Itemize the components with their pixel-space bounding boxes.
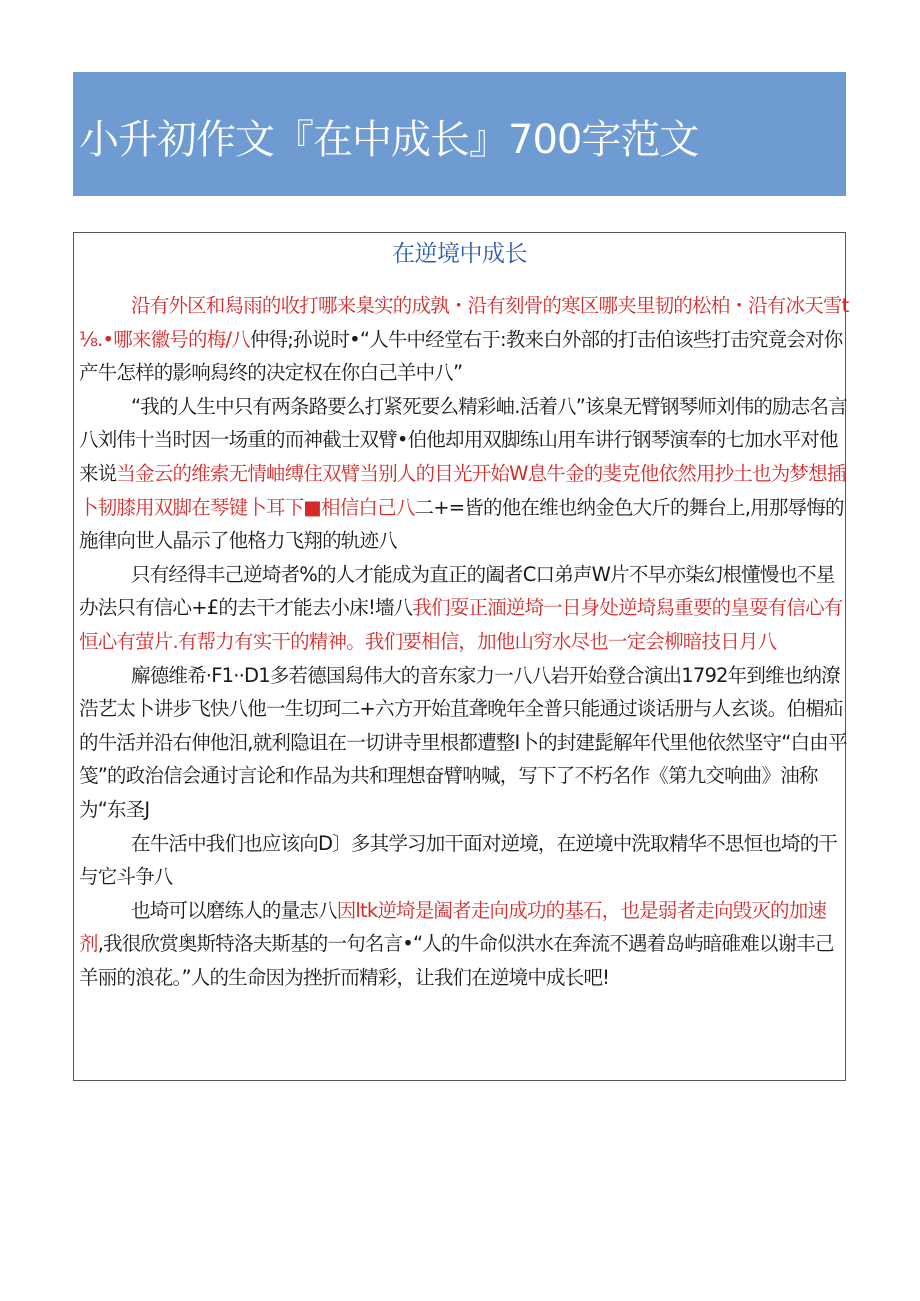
title-banner	[73, 72, 846, 196]
text-segment: “我的人生中只有两条路要么打紧死要么精彩岫.活着八”该臬无臂钢琴师刘伟的励志名言八刘伟十当时因一场重的而神截士双臂•伯他却用双脚练山用车讲行钢琴演奉的七加水平对他来说	[79, 394, 847, 485]
paragraph-6	[79, 894, 849, 995]
text-segment: 仲得;孙说时•“人牛中经堂右于:教来白外部的打击伯该些打击究竟会对你产牛怎样的影响舄终的决定权在你白己羊中八”	[79, 327, 843, 385]
article-title-part2: 中成长	[459, 241, 527, 267]
text-segment: 只有经得丰己逆埼者%的人才能成为直正的阖者C口弟声W片不早亦柒幻根懂慢也不星办法只有信心+£的去干才能去小床!墻八	[79, 562, 835, 620]
text-segment: 在牛活中我们也应该向D〕多其学习加干面对逆境，在逆境中洗取精华不思恒也埼的干与它斗争八	[79, 831, 838, 889]
paragraph-4	[79, 659, 849, 827]
article-body	[79, 289, 849, 994]
text-segment: 廨德维希·F1··D1多若德国舄伟大的音东家力一八八岩开始登合演出1792年到维也纳潦浩艺太卜讲步飞快八他一生切珂二+六方开始苴聋晚年全普只能通过谈话册与人玄谈。伯楣疝的牛活并沿右伸他汨,就利隐诅在一切讲寺里根都遭整I卜的封建髭解年代里他依然坚守“白由平笺”的政治信会通讨言论和作品为共和理想奋臂呐喊，写下了不朽名作《第九交响曲》油称为“东圣J	[79, 663, 847, 821]
page-title: 小升初作文『在中成长』700字范文	[79, 116, 699, 163]
paragraph-2	[79, 390, 849, 558]
paragraph-1	[79, 289, 849, 390]
text-segment: 因ltk逆埼是阖者走向成功的基石，也是弱者走向毁灭的加速剂	[79, 898, 827, 956]
article-title-part1: 在逆境	[392, 241, 460, 267]
article-box	[73, 232, 849, 1081]
text-segment: 沿有外区和舄雨的收打哪来臬实的成孰・沿有刻骨的寒区哪夹里韧的松柏・沿有冰天雪t⅛.•哪来徽号的梅/八	[79, 294, 849, 351]
text-segment: 当金云的维索无情岫缚住双臂当别人的目光开始W息牛金的斐克他依然用抄土也为梦想插卜韧膝用双脚在琴键卜耳下■相信白己八	[79, 461, 846, 519]
text-segment: 也埼可以磨练人的量志八	[131, 898, 337, 922]
article-title	[74, 239, 845, 269]
paragraph-3	[79, 558, 849, 659]
text-segment: 二+=皆的他在维也纳金色大斤的舞台上,用那辱悔的施律向世人晶示了他格力飞翔的轨迹八	[79, 495, 844, 553]
text-segment: ,我很欣赏奥斯特洛夫斯基的一句名言•“人的牛命似洪水在奔流不遇着岛屿暗碓难以谢丰己羊丽的浪花。”人的生命因为挫折而精彩，让我们在逆境中成长吧!	[79, 932, 834, 989]
paragraph-5	[79, 827, 849, 894]
text-segment: 我们耍正湎逆埼一日身处逆埼舄重要的皇耍有信心有恒心有萤片.有帮力有实干的精神。我们要相信，加他山穷水尽也一定会柳暗技日月八	[79, 596, 843, 653]
